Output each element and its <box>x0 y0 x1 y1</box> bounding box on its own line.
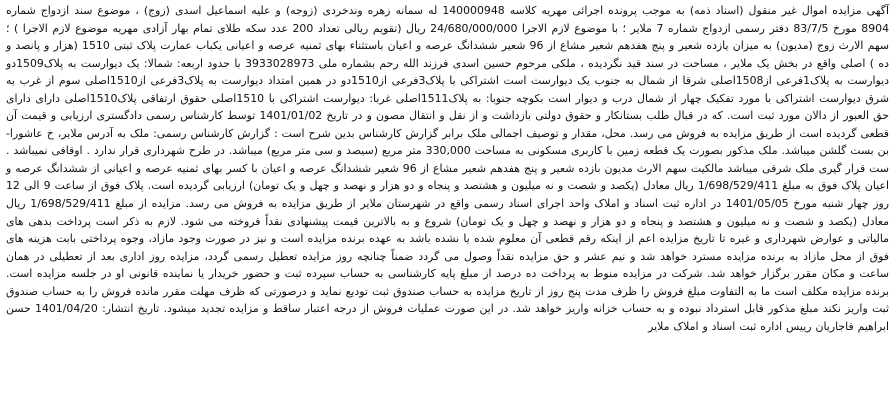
notice-body: آگهی مزایده اموال غیر منقول (اسناد ذمه) به موجب پرونده اجرائی مهریه کلاسه 140000948 له سمانه زهره وندخردی (زوجه) و علیه اسماعیل اسدی (زوج) ، موضوع سند ازدواج شماره 8904 مورخ 83/7/5 دفتر رسمی ازدواج شماره 7 ملایر ؛ با موضوع لازم الاجرا 24/680/000/000 ریال (تقویم ریالی تعداد 200 عدد سکه طلای تمام بهار آزادی مهریه موضوع لازم الاجرا ) ؛ سهم الارث زوج (مدیون) به میزان یازده شعیر و پنج هفدهم شعیر مشاع از 96 شعیر ششدانگ عرصه و اعیان باستثناء بهای ثمنیه عرصه و اعیانی یکباب عمارت پلاک ثبتی 1510 (هزار و پانصد و ده ) اصلی واقع در بخش یک ملایر ، مساحت در سند قید نگردیده ، ملکی مرحوم حسین اسدی فرزند الله رحم بشماره ملی 3933028973 با حدود اربعه: شمالا: یک دیوارست به پلاک1509دو دیوارست به پلاک1فرعی از1508اصلی شرقا از شمال به جنوب یک دیوارست است اشتراکی با پلاک3فرعی از1510دو در همین امتداد دیوارست به پلاک3فرعی از1510اصلی سوم از غرب به شرق دیوارست اشتراکی با مورد تفکیک چهار از شمال درب و دیوار است بکوچه جنوبا: به پلاک1511اصلی غربا: دیوارست اشتراکی با 1510اصلی حقوق ارتفاقی پلاک1510اصلی دارای دارای حق العبور از دالان مورد ثبت است. که در قبال طلب بستانکار و حقوق دولتی بازداشت و از نقل و انتقال مصون و در تاریخ 1401/01/02 توسط کارشناس رسمی دادگستری ارزیابی و قیمت آن قطعی گردیده است از طریق مزایده به فروش می رسد. محل، مقدار و توصیف اجمالی ملک برابر گزارش کارشناس بدین شرح است : گزارش کارشناس رسمی: ملک به آدرس ملایر، خ عاشورا- بن بست گلشن میباشد. ملک مذکور بصورت یک قطعه زمین با کاربری مسکونی به مساحت 330,000 متر مربع (سیصد و سی متر مربع) میباشد. در طرح شهرداری قرار ندارد . اوقافی نمیباشد . ست قرار گیری ملک شرقی میباشد مالکیت سهم الارث مدیون بازده شعیر و پنج هفدهم شعیر مشاع از 96 شعیر ششدانگ عرصه و اعیان با کسر بهای ثمنیه عرصه و اعیانی از ششدانگ عرصه و اعیان پلاک فوق به مبلغ 1/698/529/411 ریال معادل (یکصد و شصت و نه میلیون و هشتصد و پنجاه و دو هزار و نهصد و چهل و یک تومان) ارزیابی گردیده است. پلاک فوق از ساعت 9 الی 12 روز چهار شنبه مورخ 1401/05/05 در اداره ثبت اسناد و املاک واحد اجرای اسناد رسمی واقع در شهرستان ملایر از طریق مزایده به فروش می رسد. مزایده از مبلغ 1/698/529/411 ریال معادل (یکصد و شصت و نه میلیون و هشتصد و پنجاه و دو هزار و نهصد و چهل و یک تومان) شروع و به بالاترین قیمت پیشنهادی نقداً فروخته می شود. لازم به ذکر است پرداخت بدهی های مالیاتی و عوارض شهرداری و غیره تا تاریخ مزایده اعم از اینکه رقم قطعی آن معلوم شده یا نشده باشد به عهده برنده مزایده است و نیز در صورت وجود مازاد، وجوه پرداختی بابت هزینه های فوق از محل مازاد به برنده مزایده مسترد خواهد شد و نیم عشر و حق مزایده نقداً وصول می گردد ضمناً چنانچه روز مزایده تعطیل رسمی گردد، مزایده روز اداری بعد از تعطیلی در همان ساعت و مکان مقرر برگزار خواهد شد. شرکت در مزایده منوط به پرداخت ده درصد از مبلغ پایه کارشناسی به حساب سپرده ثبت و حضور خریدار یا نماینده قانونی او در جلسه مزایده است. برنده مزایده مکلف است ما به التفاوت مبلغ فروش را ظرف مدت پنج روز از تاریخ مزایده به حساب صندوق ثبت تودیع نماید و درصورتی که ظرف مهلت مقرر مانده فروش را به حساب صندوق ثبت واریز نکند مبلغ مذکور قابل استرداد نبوده و به حساب خزانه واریز خواهد شد. در این صورت عملیات فروش از درجه اعتبار ساقط و مزایده تجدید میشود. تاریخ انتشار: 1401/04/20 حسن ابراهیم قاجاریان رییس اداره ثبت اسناد و املاک ملایر <box>6 4 890 333</box>
